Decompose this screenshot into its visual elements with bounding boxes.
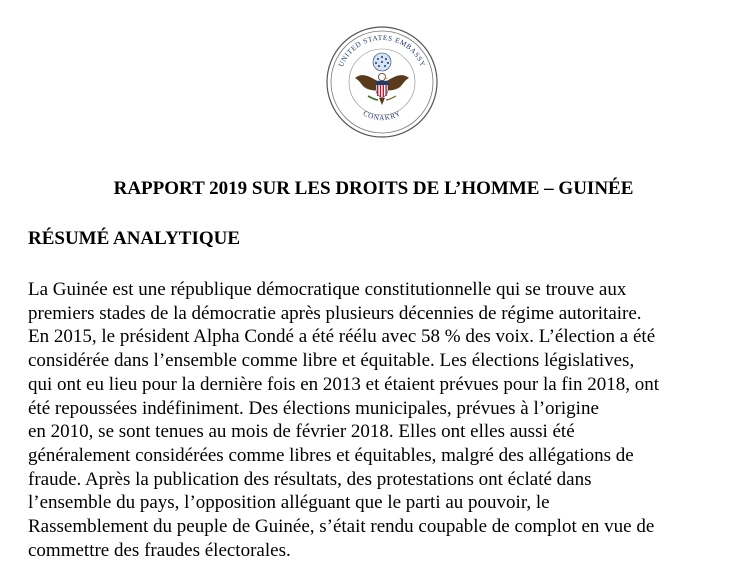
executive-summary-paragraph	[28, 278, 743, 563]
paragraph-line: considérée dans l’ensemble comme libre et équitable. Les élections législatives,	[28, 350, 635, 372]
paragraph-line: fraude. Après la publication des résultats, des protestations ont éclaté dans	[28, 468, 592, 490]
seal-top-text: UNITED STATES EMBASSY	[337, 33, 427, 69]
paragraph-line: l’ensemble du pays, l’opposition alléguant que le parti au pouvoir, le	[28, 492, 550, 514]
seal-bottom-text: CONAKRY	[361, 109, 403, 123]
paragraph-line: premiers stades de la démocratie après plusieurs décennies de régime autoritaire.	[28, 302, 642, 324]
paragraph-line: La Guinée est une république démocratique constitutionnelle qui se trouve aux	[28, 279, 627, 300]
paragraph-line: En 2015, le président Alpha Condé a été réélu avec 58 % des voix. L’élection a été	[28, 326, 656, 348]
section-heading: RÉSUMÉ ANALYTIQUE	[28, 228, 241, 249]
report-title: RAPPORT 2019 SUR LES DROITS DE L’HOMME – GUINÉE	[113, 178, 634, 199]
paragraph-line: Rassemblement du peuple de Guinée, s’était rendu coupable de complot en vue de	[28, 516, 655, 538]
paragraph-line: généralement considérées comme libres et équitables, malgré des allégations de	[28, 444, 634, 466]
paragraph-line: commettre des fraudes électorales.	[28, 539, 291, 561]
paragraph-line: qui ont eu lieu pour la dernière fois en 2013 et étaient prévues pour la fin 2018, ont	[28, 373, 660, 395]
paragraph-line: été repoussées indéfiniment. Des élections municipales, prévues à l’origine	[28, 397, 599, 419]
embassy-seal	[326, 26, 438, 138]
paragraph-line: en 2010, se sont tenues au mois de février 2018. Elles ont elles aussi été	[28, 421, 575, 443]
